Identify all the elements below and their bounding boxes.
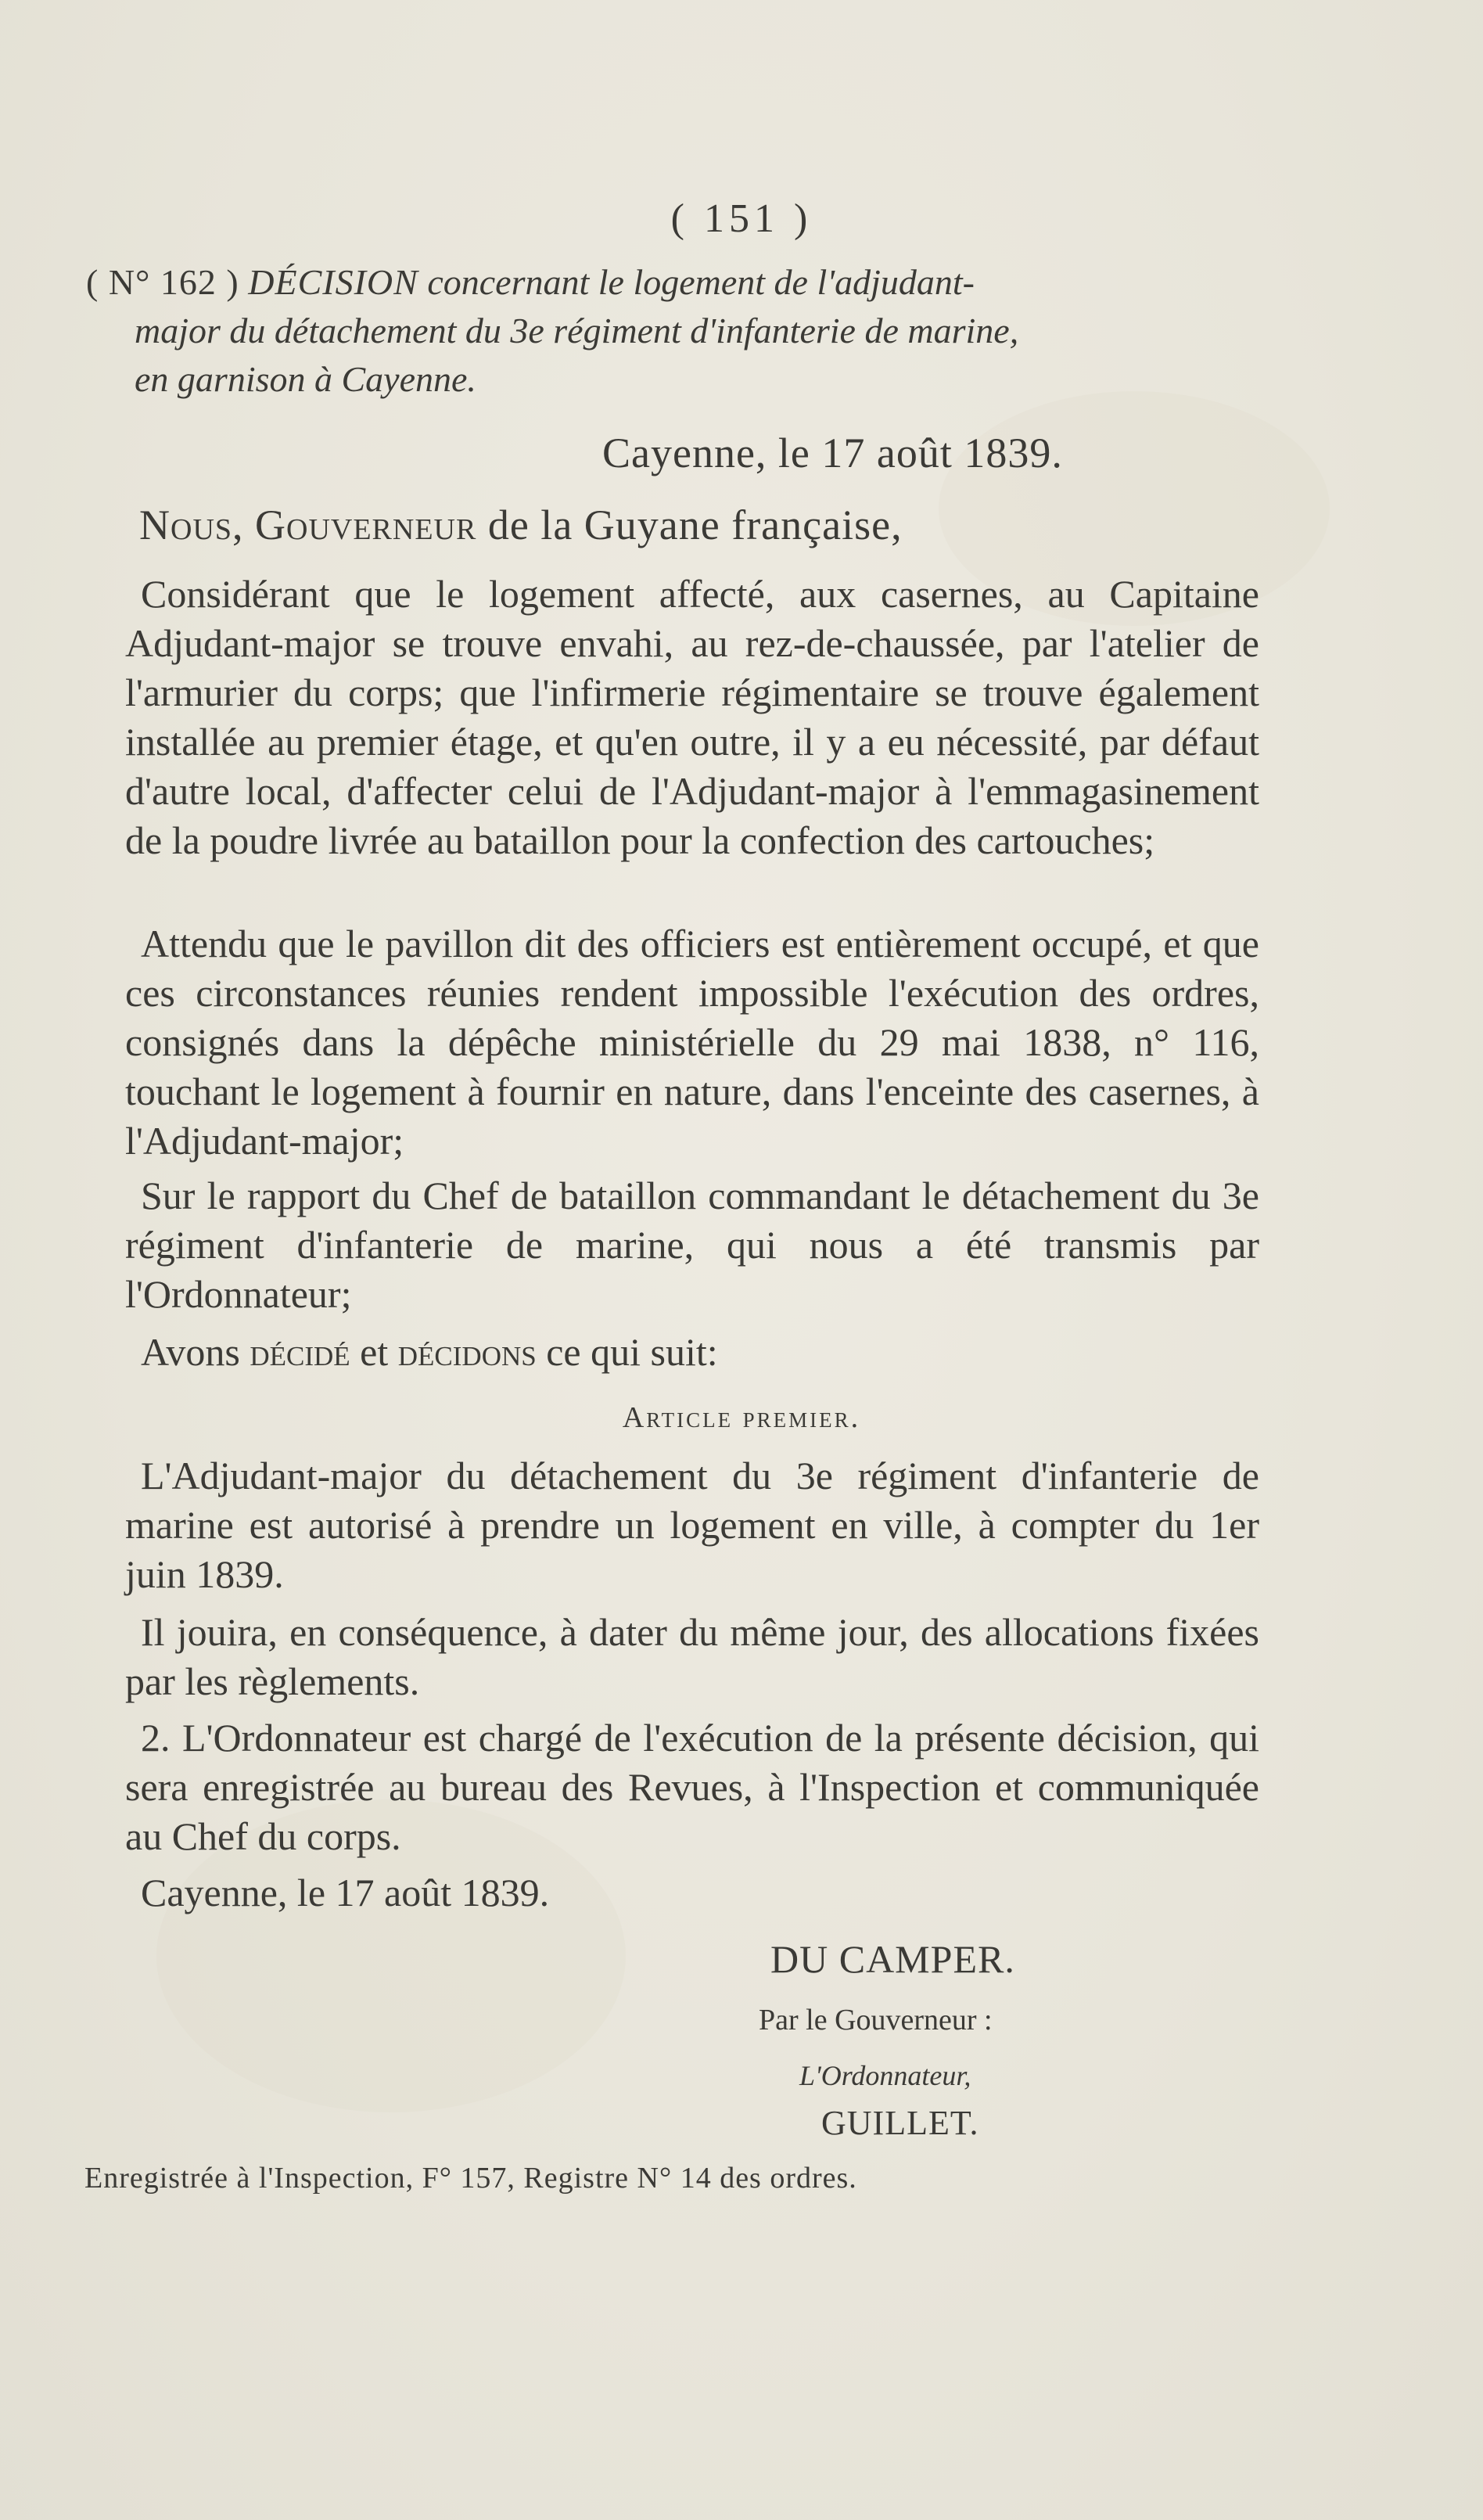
par-le-gouverneur: Par le Gouverneur : [759, 2004, 993, 2036]
closing-dateline [125, 1868, 1259, 1918]
page-number: ( 151 ) [670, 196, 813, 241]
governor-signature: DU CAMPER. [770, 1937, 1015, 1981]
paragraph-text: Considérant que le logement affecté, aux casernes, au Capitaine Adjudant-major se trouve envahi, au rez-de-chaussée, par l'atelier de l'armurier du corps; que l'infirmerie régimentaire se trouve également installée au premier étage, et qu'en outre, il y a eu nécessité, par défaut d'autre local, d'affecter celui de l'Adjudant-major à l'emmagasinement de la poudre livrée au bataillon pour la confection des cartouches; [125, 572, 1259, 862]
avons-a: Avons [141, 1330, 250, 1374]
opening-nous: Nous [139, 501, 233, 548]
paragraph-text: Il jouira, en conséquence, à dater du même jour, des allocations fixées par les règlements. [125, 1610, 1259, 1703]
decision-number: ( N° 162 ) [86, 262, 239, 302]
heading-line-2: major du détachement du 3e régiment d'infanterie de marine, [135, 311, 1019, 350]
opening-gouverneur: Gouverneur [255, 501, 477, 548]
ordonnateur-signature: GUILLET. [821, 2104, 979, 2142]
avons-decidons: décidons [397, 1330, 537, 1374]
paragraph-avons-line [125, 1328, 1259, 1377]
opening-line [139, 501, 903, 549]
heading-line-1 [86, 258, 1275, 307]
decision-title-rest: concernant le logement de l'adjudant- [427, 262, 975, 302]
paragraph-text: L'Adjudant-major du détachement du 3e régiment d'infanterie de marine est autorisé à prendre un logement en ville, à compter du 1er juin 1839. [125, 1454, 1259, 1596]
paragraph-article-1 [125, 1451, 1259, 1599]
avons-b: et [350, 1330, 398, 1374]
article-heading: Article premier. [622, 1401, 861, 1434]
avons-c: ce qui suit: [536, 1330, 718, 1374]
dateline: Cayenne, le 17 août 1839. [602, 430, 1063, 476]
decision-heading [86, 258, 1275, 404]
paragraph-avons [125, 1328, 1259, 1377]
opening-separator: , [232, 501, 256, 548]
paragraph-text: Sur le rapport du Chef de bataillon commandant le détachement du 3e régiment d'infanterie de marine, qui nous a été transmis par l'Ordonnateur; [125, 1174, 1259, 1316]
heading-line-3: en garnison à Cayenne. [135, 359, 476, 399]
decision-title-word: DÉCISION [248, 262, 418, 302]
paragraph-text: 2. L'Ordonnateur est chargé de l'exécution de la présente décision, qui sera enregistrée au bureau des Revues, à l'Inspection et communiquée au Chef du corps. [125, 1716, 1259, 1858]
opening-rest: de la Guyane française, [476, 501, 903, 548]
avons-decide: décidé [250, 1330, 350, 1374]
ordonnateur-title: L'Ordonnateur, [799, 2060, 971, 2091]
paragraph-considerant [125, 570, 1259, 865]
paragraph-text: Attendu que le pavillon dit des officiers est entièrement occupé, et que ces circonstances réunies rendent impossible l'exécution des ordres, consignés dans la dépêche ministérielle du 29 mai 1838, n° 116, touchant le logement à fournir en nature, dans l'enceinte des casernes, à l'Adjudant-major; [125, 922, 1259, 1163]
paragraph-article-2 [125, 1713, 1259, 1861]
paragraph-attendu [125, 919, 1259, 1166]
paragraph-jouira [125, 1608, 1259, 1706]
registration-note: Enregistrée à l'Inspection, F° 157, Registre N° 14 des ordres. [84, 2162, 857, 2195]
paragraph-rapport [125, 1171, 1259, 1319]
paragraph-text: Cayenne, le 17 août 1839. [141, 1871, 550, 1914]
